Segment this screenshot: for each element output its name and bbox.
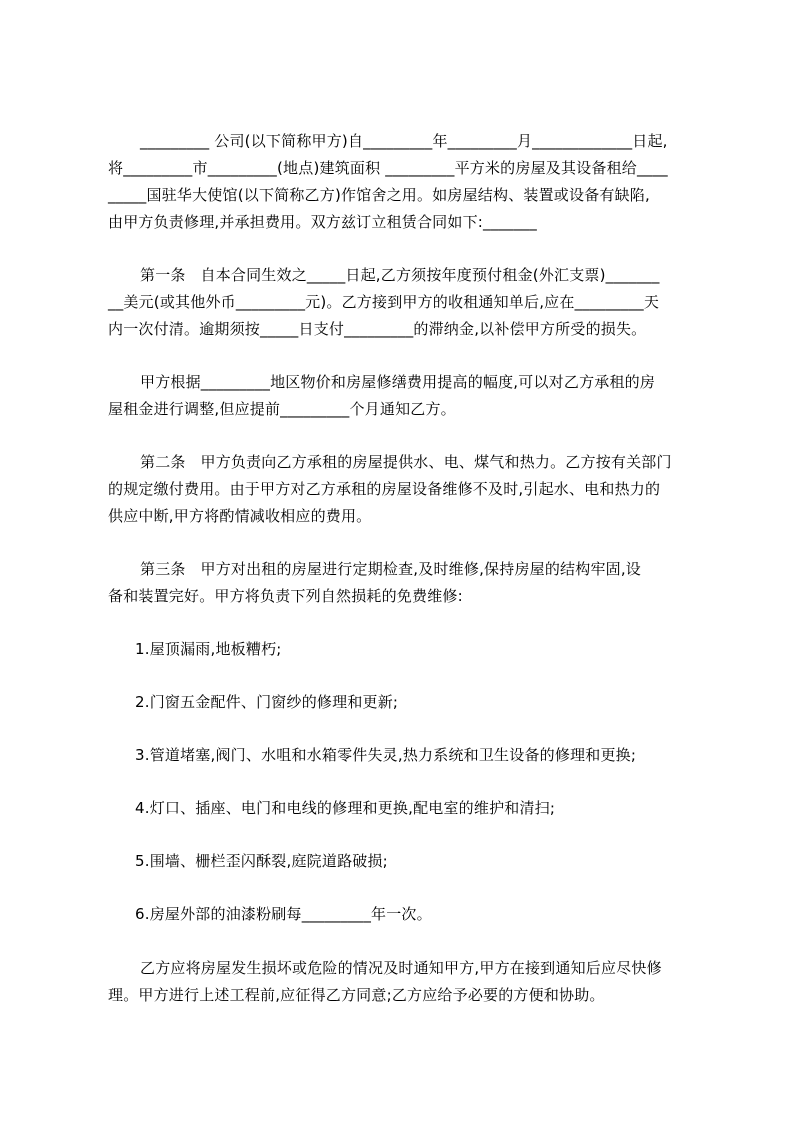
article1-line-1: 第一条 自本合同生效之_____日起,乙方须按年度预付租金(外汇支票)_______	[140, 266, 660, 284]
article3-line-1: 第三条 甲方对出租的房屋进行定期检查,及时维修,保持房屋的结构牢固,设	[140, 560, 642, 578]
article2-line-2: 的规定缴付费用。由于甲方对乙方承租的房屋设备维修不及时,引起水、电和热力的	[108, 480, 661, 498]
intro-line-2: 将_________市_________(地点)建筑面积 _________平方米的房屋及其设备租给____	[108, 159, 668, 177]
article1-line-3: 内一次付清。逾期须按_____日支付_________的滞纳金,以补偿甲方所受的损失。	[108, 320, 647, 338]
notice-line-1: 乙方应将房屋发生损坏或危险的情况及时通知甲方,甲方在接到通知后应尽快修	[140, 959, 662, 977]
list-item: 6.房屋外部的油漆粉刷每_________年一次。	[135, 905, 432, 923]
list-item: 2.门窗五金配件、门窗纱的修理和更新;	[135, 693, 399, 711]
intro-line-3: _____国驻华大使馆(以下简称乙方)作馆舍之用。如房屋结构、装置或设备有缺陷,	[108, 186, 650, 204]
adjust-line-2: 屋租金进行调整,但应提前_________个月通知乙方。	[108, 400, 456, 418]
article2-line-1: 第二条 甲方负责向乙方承租的房屋提供水、电、煤气和热力。乙方按有关部门	[140, 453, 672, 471]
article3-line-2: 备和装置完好。甲方将负责下列自然损耗的免费维修:	[108, 587, 463, 605]
intro-line-1: _________ 公司(以下简称甲方)自_________年_________月_____________日起,	[140, 132, 668, 150]
list-item: 3.管道堵塞,阀门、水咀和水箱零件失灵,热力系统和卫生设备的修理和更换;	[135, 746, 637, 764]
list-item: 1.屋顶漏雨,地板糟朽;	[135, 640, 282, 658]
article1-line-2: __美元(或其他外币_________元)。乙方接到甲方的收租通知单后,应在_________天	[108, 293, 660, 311]
intro-line-4: 由甲方负责修理,并承担费用。双方兹订立租赁合同如下:_______	[108, 213, 537, 231]
adjust-line-1: 甲方根据_________地区物价和房屋修缮费用提高的幅度,可以对乙方承租的房	[140, 373, 656, 391]
list-item: 5.围墙、栅栏歪闪酥裂,庭院道路破损;	[135, 852, 388, 870]
list-item: 4.灯口、插座、电门和电线的修理和更换,配电室的维护和清扫;	[135, 799, 556, 817]
notice-line-2: 理。甲方进行上述工程前,应征得乙方同意;乙方应给予必要的方便和协助。	[108, 986, 605, 1004]
article2-line-3: 供应中断,甲方将酌情减收相应的费用。	[108, 507, 372, 525]
